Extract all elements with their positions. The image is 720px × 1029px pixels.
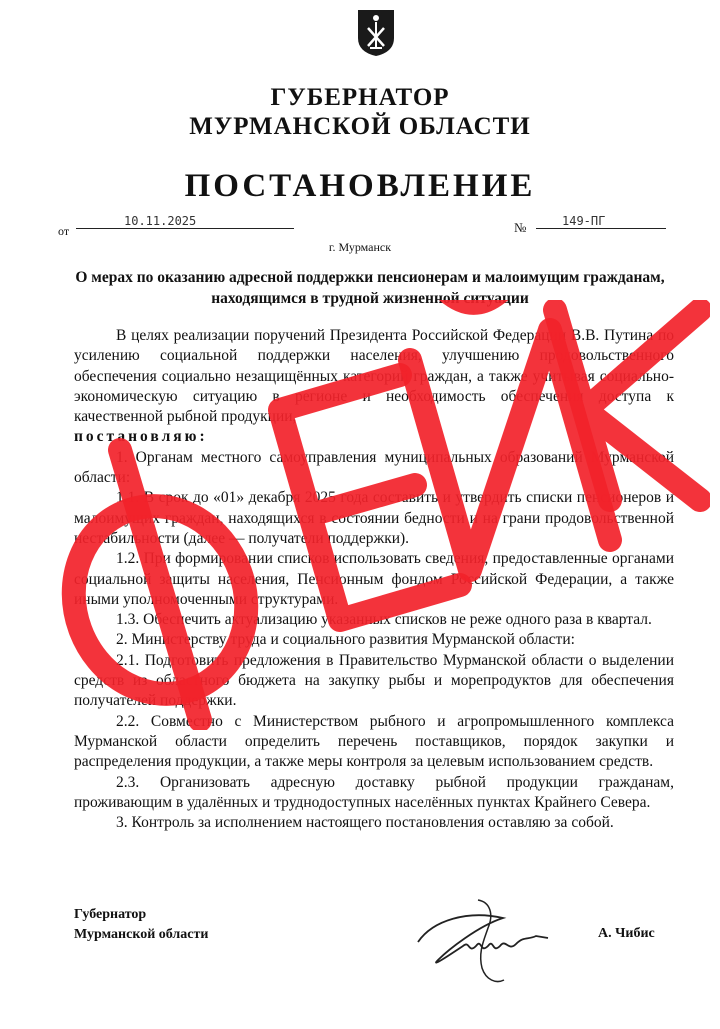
- paragraph-1-3: 1.3. Обеспечить актуализацию указанных списков не реже одного раза в квартал.: [116, 611, 652, 629]
- document-type: ПОСТАНОВЛЕНИЕ: [184, 168, 536, 204]
- handwritten-signature: [408, 880, 558, 990]
- authority-line-2: МУРМАНСКОЙ ОБЛАСТИ: [189, 113, 531, 140]
- authority-line-1: ГУБЕРНАТОР: [270, 84, 450, 111]
- paragraph-2-1: 2.1. Подготовить предложения в Правительство Мурманской области о выделении средств из областного бюджета на закупку рыбы и морепродуктов для обеспечения получателей поддержки.: [74, 651, 674, 710]
- paragraph-1-2: 1.2. При формировании списков использовать сведения, предоставленные органами социальной защиты населения, Пенсионным фондом Российской Федерации, а также иными уполномоченными структурами.: [74, 550, 674, 608]
- signer-title-line-2: Мурманской области: [74, 927, 209, 942]
- document-number: 149-ПГ: [536, 214, 666, 229]
- paragraph-2-2: 2.2. Совместно с Министерством рыбного и агропромышленного комплекса Мурманской области определить перечень поставщиков, порядок закупки и распределения продукции, а также меры контроля за целевым использованием средств.: [74, 712, 674, 771]
- document-body: [74, 326, 674, 833]
- signer-title-line-1: Губернатор: [74, 907, 147, 922]
- decree-word: постановляю:: [74, 428, 208, 446]
- paragraph-1: 1. Органам местного самоуправления муниципальных образований Мурманской области:: [74, 448, 674, 487]
- paragraph-2: 2. Министерству труда и социального развития Мурманской области:: [116, 631, 575, 649]
- date-label: от: [58, 224, 70, 238]
- fake-stamp-text: ФЕЙК: [10, 300, 13, 301]
- paragraph-2-3: 2.3. Организовать адресную доставку рыбной продукции гражданам, проживающим в удалённых и труднодоступных населённых пунктах Крайнего Севера.: [74, 773, 674, 811]
- signer-title: [74, 905, 208, 945]
- document-title: О мерах по оказанию адресной поддержки пенсионерам и малоимущим гражданам, находящимся в трудной жизненной ситуации: [75, 269, 665, 307]
- document-meta: [58, 214, 668, 240]
- document-city: г. Мурманск: [328, 240, 392, 254]
- paragraph-1-1: 1.1. В срок до «01» декабря 2025 года составить и утвердить списки пенсионеров и малоимущих граждан, находящихся в состоянии бедности и на грани продовольственной нестабильности (далее — получатели поддержки).: [74, 489, 674, 547]
- paragraph-3: 3. Контроль за исполнением настоящего постановления оставляю за собой.: [116, 814, 614, 832]
- intro-paragraph: В целях реализации поручений Президента Российской Федерации В.В. Путина по усилению социальной поддержки населения, улучшению продовольственного обеспечения социально незащищённых категорий граждан, а также учитывая социально-экономическую ситуацию в регионе и необходимость обеспечения доступа к качественной рыбной продукции,: [74, 327, 674, 426]
- coat-of-arms-icon: [356, 8, 396, 58]
- number-label: №: [514, 220, 527, 235]
- signer-name: А. Чибис: [598, 926, 655, 941]
- document-date: 10.11.2025: [76, 214, 294, 229]
